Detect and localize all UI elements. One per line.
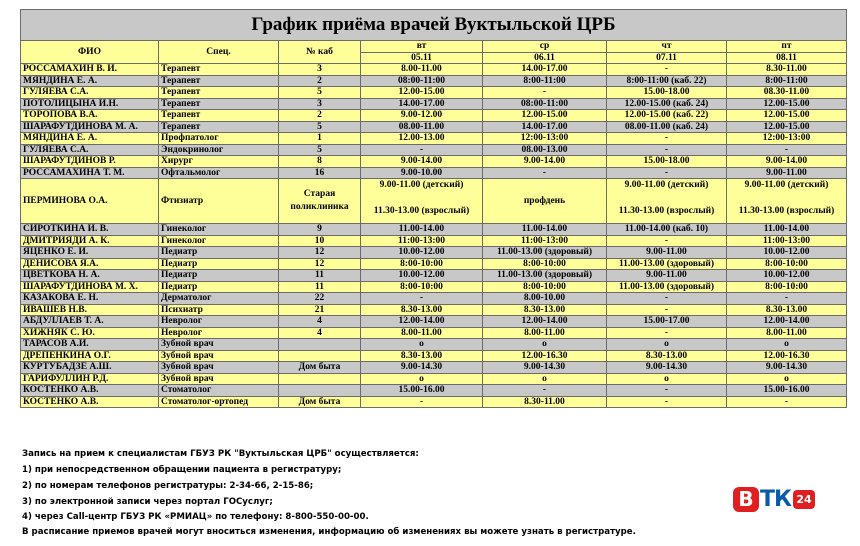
- friday-hours: 15.00-16.00: [727, 385, 847, 397]
- specialty: Стоматолог-ортопед: [159, 396, 279, 408]
- date-fri: 08.11: [727, 52, 847, 64]
- date-tue: 05.11: [361, 52, 483, 64]
- thursday-hours: 11.00-14.00 (каб. 10): [607, 224, 727, 236]
- cabinet: [279, 339, 361, 351]
- thursday-hours: 12.00-15.00 (каб. 24): [607, 98, 727, 110]
- vtk24-logo: [733, 487, 815, 512]
- tuesday-hours: 8.00-11.00: [361, 64, 483, 76]
- thursday-hours: 11.00-13.00 (здоровый): [607, 258, 727, 270]
- doctor-name: РОССАМАХИНА Т. М.: [21, 167, 159, 179]
- thursday-hours: 9.00-11.00: [607, 247, 727, 259]
- doctor-name: ГАРИФУЛЛИН Р.Д.: [21, 373, 159, 385]
- cabinet: 5: [279, 87, 361, 99]
- cabinet: 2: [279, 110, 361, 122]
- table-row: [21, 304, 847, 316]
- cabinet: 11: [279, 270, 361, 282]
- header-spec: Спец.: [159, 41, 279, 64]
- wednesday-hours: 08:00-11:00: [483, 98, 607, 110]
- friday-hours: 11:00-13:00: [727, 235, 847, 247]
- friday-hours: 11.00-14.00: [727, 224, 847, 236]
- specialty: Терапевт: [159, 121, 279, 133]
- table-row: [21, 87, 847, 99]
- wednesday-hours: -: [483, 385, 607, 397]
- wednesday-hours: профдень: [483, 179, 607, 224]
- date-thu: 07.11: [607, 52, 727, 64]
- date-wed: 06.11: [483, 52, 607, 64]
- table-row: [21, 235, 847, 247]
- wednesday-hours: 9.00-14.30: [483, 362, 607, 374]
- thursday-hours: 15.00-18.00: [607, 156, 727, 168]
- footer-line-intro: Запись на прием к специалистам ГБУЗ РК "Вуктыльская ЦРБ" осуществляется:: [22, 449, 419, 459]
- tuesday-hours: 9.00-14.00: [361, 156, 483, 168]
- specialty: Терапевт: [159, 75, 279, 87]
- table-row: [21, 339, 847, 351]
- tuesday-hours: 12.00-15.00: [361, 87, 483, 99]
- thursday-hours: -: [607, 167, 727, 179]
- wednesday-hours: -: [483, 87, 607, 99]
- table-body: [21, 64, 847, 408]
- cabinet: 12: [279, 247, 361, 259]
- specialty: Педиатр: [159, 247, 279, 259]
- doctor-name: АБДУЛЛАЕВ Т. А.: [21, 316, 159, 328]
- doctor-name: ШАРАФУТДИНОВА М. А.: [21, 121, 159, 133]
- friday-hours: 8.00-11.00: [727, 327, 847, 339]
- table-row: [21, 396, 847, 408]
- friday-hours: -: [727, 396, 847, 408]
- tuesday-hours: -: [361, 396, 483, 408]
- footer-line-note: В расписание приемов врачей могут вноситься изменения, информацию об изменениях вы можете узнать в регистратуре.: [22, 527, 636, 537]
- table-row: [21, 293, 847, 305]
- specialty: Педиатр: [159, 281, 279, 293]
- cabinet: Дом быта: [279, 396, 361, 408]
- specialty: Зубной врач: [159, 339, 279, 351]
- thursday-hours: 12.00-15.00 (каб. 22): [607, 110, 727, 122]
- table-row: [21, 270, 847, 282]
- doctor-name: ТОРОПОВА В.А.: [21, 110, 159, 122]
- friday-hours: -: [727, 293, 847, 305]
- thursday-hours: -: [607, 385, 727, 397]
- specialty: Невролог: [159, 327, 279, 339]
- wednesday-hours: 8.30-11.00: [483, 396, 607, 408]
- thursday-hours: -: [607, 133, 727, 145]
- cabinet: 1: [279, 133, 361, 145]
- cabinet: 22: [279, 293, 361, 305]
- friday-hours: -: [727, 144, 847, 156]
- wednesday-hours: 12.00-16.30: [483, 350, 607, 362]
- friday-hours: 9.00-14.00: [727, 156, 847, 168]
- doctor-name: ШАРАФУТДИНОВА М. Х.: [21, 281, 159, 293]
- thursday-hours: 08.00-11.00 (каб. 24): [607, 121, 727, 133]
- cabinet: 21: [279, 304, 361, 316]
- cabinet: 10: [279, 235, 361, 247]
- doctor-name: ГУЛЯЕВА С.А.: [21, 87, 159, 99]
- doctor-name: МЯНДИНА Е. А.: [21, 75, 159, 87]
- tuesday-hours: 15.00-16.00: [361, 385, 483, 397]
- tuesday-hours: 9.00-12.00: [361, 110, 483, 122]
- tuesday-hours: -: [361, 293, 483, 305]
- header-fio: ФИО: [21, 41, 159, 64]
- wednesday-hours: 8.30-13.00: [483, 304, 607, 316]
- specialty: Зубной врач: [159, 350, 279, 362]
- friday-hours: 12.00-15.00: [727, 98, 847, 110]
- wednesday-hours: 11:00-13:00: [483, 235, 607, 247]
- tuesday-hours: 14.00-17.00: [361, 98, 483, 110]
- wednesday-hours: 8:00-11:00: [483, 75, 607, 87]
- thursday-hours: 9.00-11.00: [607, 270, 727, 282]
- tuesday-hours: 9.00-11.00 (детский) 11.30-13.00 (взрослый): [361, 179, 483, 224]
- footer-line-2: 2) по номерам телефонов регистратуры: 2-34-66, 2-15-86;: [22, 481, 314, 491]
- table-row: [21, 224, 847, 236]
- friday-hours: 12:00-13:00: [727, 133, 847, 145]
- doctor-name: ИВАШЕВ Н.В.: [21, 304, 159, 316]
- table-row: [21, 64, 847, 76]
- page-title: График приёма врачей Вуктыльской ЦРБ: [21, 10, 847, 41]
- specialty: Педиатр: [159, 258, 279, 270]
- wednesday-hours: 14.00-17.00: [483, 121, 607, 133]
- doctor-name: КУРТУБАДЗЕ А.Ш.: [21, 362, 159, 374]
- header-fri: пт: [727, 41, 847, 53]
- friday-hours: 8:00-10:00: [727, 281, 847, 293]
- friday-hours: 8:00-10:00: [727, 258, 847, 270]
- doctor-name: ТАРАСОВ А.И.: [21, 339, 159, 351]
- wednesday-hours: о: [483, 339, 607, 351]
- doctor-name: МЯНДИНА Е. А.: [21, 133, 159, 145]
- wednesday-hours: 11.00-13.00 (здоровый): [483, 247, 607, 259]
- cabinet: 12: [279, 258, 361, 270]
- specialty: Профпатолог: [159, 133, 279, 145]
- thursday-hours: 8.30-13.00: [607, 350, 727, 362]
- tuesday-hours: 8.30-13.00: [361, 350, 483, 362]
- specialty: Терапевт: [159, 64, 279, 76]
- thursday-hours: -: [607, 293, 727, 305]
- doctor-name: ШАРАФУТДИНОВ Р.: [21, 156, 159, 168]
- friday-hours: 9.00-14.30: [727, 362, 847, 374]
- specialty: Зубной врач: [159, 362, 279, 374]
- cabinet: 16: [279, 167, 361, 179]
- table-row: [21, 362, 847, 374]
- table-row: [21, 110, 847, 122]
- doctor-name: ПОТОЛИЦЫНА И.Н.: [21, 98, 159, 110]
- cabinet: 3: [279, 98, 361, 110]
- doctor-name: ГУЛЯЕВА С.А.: [21, 144, 159, 156]
- tuesday-hours: 8.30-13.00: [361, 304, 483, 316]
- table-row: [21, 247, 847, 259]
- cabinet: Старая поликлиника: [279, 179, 361, 224]
- schedule-table: [20, 9, 847, 408]
- doctor-name: ДЕНИСОВА Я.А.: [21, 258, 159, 270]
- friday-hours: 9.00-11.00: [727, 167, 847, 179]
- table-row: [21, 75, 847, 87]
- tuesday-hours: 11.00-14.00: [361, 224, 483, 236]
- specialty: Педиатр: [159, 270, 279, 282]
- table-row: [21, 121, 847, 133]
- friday-hours: 8.30-11.00: [727, 64, 847, 76]
- logo-letter-b: В: [733, 487, 759, 512]
- tuesday-hours: 08.00-11.00: [361, 121, 483, 133]
- thursday-hours: 9.00-11.00 (детский) 11.30-13.00 (взрослый): [607, 179, 727, 224]
- cabinet: [279, 373, 361, 385]
- tuesday-hours: 9.00-14.30: [361, 362, 483, 374]
- tuesday-hours: 10.00-12.00: [361, 247, 483, 259]
- table-row: [21, 350, 847, 362]
- thursday-hours: о: [607, 373, 727, 385]
- header-wed: ср: [483, 41, 607, 53]
- wednesday-hours: -: [483, 167, 607, 179]
- tuesday-hours: 8.00-11.00: [361, 327, 483, 339]
- cabinet: 5: [279, 144, 361, 156]
- doctor-name: ЦВЕТКОВА Н. А.: [21, 270, 159, 282]
- friday-hours: о: [727, 373, 847, 385]
- footer-line-4: 4) через Call-центр ГБУЗ РК «РМИАЦ» по телефону: 8-800-550-00-00.: [22, 512, 369, 522]
- friday-hours: 10.00-12.00: [727, 270, 847, 282]
- table-header: [21, 41, 847, 53]
- doctor-name: КОСТЕНКО А.В.: [21, 396, 159, 408]
- doctor-name: КОСТЕНКО А.В.: [21, 385, 159, 397]
- wednesday-hours: 11.00-13.00 (здоровый): [483, 270, 607, 282]
- wednesday-hours: 8.00-10.00: [483, 293, 607, 305]
- wednesday-hours: 8:00-10:00: [483, 258, 607, 270]
- tuesday-hours: 9.00-10.00: [361, 167, 483, 179]
- specialty: Терапевт: [159, 87, 279, 99]
- tuesday-hours: -: [361, 144, 483, 156]
- friday-hours: 12.00-16.30: [727, 350, 847, 362]
- doctor-name: ДРЕПЕНКИНА О.Г.: [21, 350, 159, 362]
- cabinet: 3: [279, 64, 361, 76]
- table-row: [21, 258, 847, 270]
- cabinet: 2: [279, 75, 361, 87]
- friday-hours: 10.00-12.00: [727, 247, 847, 259]
- doctor-name: РОССАМАХИН В. И.: [21, 64, 159, 76]
- specialty: Невролог: [159, 316, 279, 328]
- thursday-hours: -: [607, 327, 727, 339]
- friday-hours: 12.00-15.00: [727, 110, 847, 122]
- thursday-hours: -: [607, 396, 727, 408]
- specialty: Эндокринолог: [159, 144, 279, 156]
- table-row: [21, 373, 847, 385]
- wednesday-hours: 12:00-13:00: [483, 133, 607, 145]
- thursday-hours: 15.00-18.00: [607, 87, 727, 99]
- cabinet: 4: [279, 327, 361, 339]
- cabinet: [279, 385, 361, 397]
- thursday-hours: -: [607, 304, 727, 316]
- thursday-hours: -: [607, 144, 727, 156]
- specialty: Дерматолог: [159, 293, 279, 305]
- wednesday-hours: 9.00-14.00: [483, 156, 607, 168]
- table-row: [21, 133, 847, 145]
- thursday-hours: 9.00-14.30: [607, 362, 727, 374]
- tuesday-hours: 8:00-10:00: [361, 258, 483, 270]
- wednesday-hours: 8:00-10:00: [483, 281, 607, 293]
- table-row: [21, 327, 847, 339]
- specialty: Терапевт: [159, 98, 279, 110]
- friday-hours: 9.00-11.00 (детский) 11.30-13.00 (взрослый): [727, 179, 847, 224]
- doctor-name: КАЗАКОВА Е. Н.: [21, 293, 159, 305]
- cabinet: 9: [279, 224, 361, 236]
- friday-hours: 12.00-15.00: [727, 121, 847, 133]
- table-row: [21, 156, 847, 168]
- thursday-hours: 15.00-17.00: [607, 316, 727, 328]
- table-row: [21, 179, 847, 224]
- table-row: [21, 316, 847, 328]
- doctor-name: ДМИТРИЯДИ А. К.: [21, 235, 159, 247]
- doctor-name: ХИЖНЯК С. Ю.: [21, 327, 159, 339]
- tuesday-hours: 12.00-14.00: [361, 316, 483, 328]
- friday-hours: 12.00-14.00: [727, 316, 847, 328]
- tuesday-hours: о: [361, 373, 483, 385]
- table-row: [21, 167, 847, 179]
- specialty: Гинеколог: [159, 235, 279, 247]
- wednesday-hours: 14.00-17.00: [483, 64, 607, 76]
- thursday-hours: 11.00-13.00 (здоровый): [607, 281, 727, 293]
- friday-hours: 8:00-11:00: [727, 75, 847, 87]
- doctor-name: ПЕРМИНОВА О.А.: [21, 179, 159, 224]
- header-tue: вт: [361, 41, 483, 53]
- friday-hours: о: [727, 339, 847, 351]
- specialty: Терапевт: [159, 110, 279, 122]
- wednesday-hours: 12.00-14.00: [483, 316, 607, 328]
- cabinet: Дом быта: [279, 362, 361, 374]
- cabinet: 8: [279, 156, 361, 168]
- thursday-hours: о: [607, 339, 727, 351]
- thursday-hours: -: [607, 235, 727, 247]
- friday-hours: 8.30-13.00: [727, 304, 847, 316]
- logo-number: 24: [793, 490, 815, 509]
- specialty: Психиатр: [159, 304, 279, 316]
- table-row: [21, 385, 847, 397]
- header-thu: чт: [607, 41, 727, 53]
- specialty: Гинеколог: [159, 224, 279, 236]
- wednesday-hours: 8.00-11.00: [483, 327, 607, 339]
- doctor-name: ЯЦЕНКО Е. И.: [21, 247, 159, 259]
- logo-letters-tk: ТК: [760, 487, 791, 512]
- friday-hours: 08.30-11.00: [727, 87, 847, 99]
- wednesday-hours: 11.00-14.00: [483, 224, 607, 236]
- table-row: [21, 98, 847, 110]
- thursday-hours: 8:00-11:00 (каб. 22): [607, 75, 727, 87]
- wednesday-hours: 08.00-13.00: [483, 144, 607, 156]
- cabinet: 11: [279, 281, 361, 293]
- tuesday-hours: 8:00-10:00: [361, 281, 483, 293]
- cabinet: [279, 350, 361, 362]
- tuesday-hours: 10.00-12.00: [361, 270, 483, 282]
- wednesday-hours: о: [483, 373, 607, 385]
- specialty: Хирург: [159, 156, 279, 168]
- specialty: Зубной врач: [159, 373, 279, 385]
- table-row: [21, 281, 847, 293]
- footer-line-3: 3) по электронной записи через портал ГОСуслуг;: [22, 497, 273, 507]
- tuesday-hours: 08:00-11:00: [361, 75, 483, 87]
- tuesday-hours: 11:00-13:00: [361, 235, 483, 247]
- specialty: Стоматолог: [159, 385, 279, 397]
- footer-line-1: 1) при непосредственном обращении пациента в регистратуру;: [22, 465, 342, 475]
- specialty: Офтальмолог: [159, 167, 279, 179]
- doctor-name: СИРОТКИНА И. В.: [21, 224, 159, 236]
- thursday-hours: -: [607, 64, 727, 76]
- tuesday-hours: 12.00-13.00: [361, 133, 483, 145]
- specialty: Фтизиатр: [159, 179, 279, 224]
- tuesday-hours: о: [361, 339, 483, 351]
- header-cab: № каб: [279, 41, 361, 64]
- cabinet: 5: [279, 121, 361, 133]
- wednesday-hours: 12.00-15.00: [483, 110, 607, 122]
- cabinet: 4: [279, 316, 361, 328]
- table-row: [21, 144, 847, 156]
